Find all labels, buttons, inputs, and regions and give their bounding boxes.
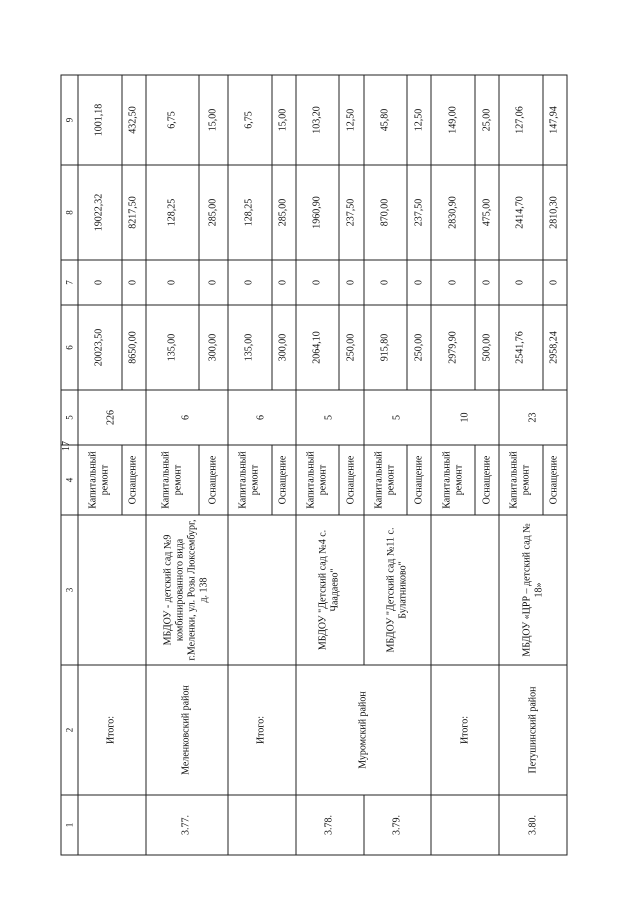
table-row bbox=[499, 75, 543, 855]
district-cell: Меленковский район bbox=[146, 665, 228, 795]
col9-cell: 1001,18 bbox=[78, 75, 122, 165]
district-cell: Итого: bbox=[431, 665, 499, 795]
work-type-cell: Капитальный ремонт bbox=[431, 445, 475, 515]
table-row bbox=[296, 75, 340, 855]
col7-cell: 0 bbox=[199, 260, 228, 305]
total-cost-cell: 20023,50 bbox=[78, 305, 122, 390]
work-type-cell: Оснащение bbox=[339, 445, 363, 515]
col7-cell: 0 bbox=[499, 260, 543, 305]
col9-cell: 25,00 bbox=[475, 75, 499, 165]
count-cell: 6 bbox=[146, 390, 228, 445]
col9-cell: 45,80 bbox=[364, 75, 408, 165]
work-type-cell: Капитальный ремонт bbox=[296, 445, 340, 515]
table-row bbox=[146, 75, 199, 855]
col9-cell: 15,00 bbox=[272, 75, 296, 165]
col8-cell: 870,00 bbox=[364, 165, 408, 260]
col-header: 5 bbox=[61, 390, 78, 445]
col-header: 6 bbox=[61, 305, 78, 390]
total-cost-cell: 135,00 bbox=[146, 305, 199, 390]
table-body bbox=[61, 75, 567, 855]
col-header: 2 bbox=[61, 665, 78, 795]
col8-cell: 475,00 bbox=[475, 165, 499, 260]
institution-cell bbox=[78, 515, 146, 665]
work-type-cell: Капитальный ремонт bbox=[499, 445, 543, 515]
col8-cell: 2830,90 bbox=[431, 165, 475, 260]
col8-cell: 1960,90 bbox=[296, 165, 340, 260]
district-cell: Петушинский район bbox=[499, 665, 567, 795]
col9-cell: 12,50 bbox=[407, 75, 431, 165]
col7-cell: 0 bbox=[122, 260, 146, 305]
row-number-cell: 3.80. bbox=[499, 795, 567, 855]
total-cost-cell: 2979,90 bbox=[431, 305, 475, 390]
work-type-cell: Капитальный ремонт bbox=[146, 445, 199, 515]
column-number-row bbox=[61, 75, 78, 855]
col8-cell: 128,25 bbox=[146, 165, 199, 260]
col7-cell: 0 bbox=[296, 260, 340, 305]
work-type-cell: Оснащение bbox=[122, 445, 146, 515]
col8-cell: 2810,30 bbox=[543, 165, 567, 260]
table-row bbox=[431, 75, 475, 855]
col7-cell: 0 bbox=[364, 260, 408, 305]
budget-table bbox=[61, 75, 568, 856]
work-type-cell: Оснащение bbox=[407, 445, 431, 515]
count-cell: 23 bbox=[499, 390, 567, 445]
col7-cell: 0 bbox=[543, 260, 567, 305]
col-header: 3 bbox=[61, 515, 78, 665]
work-type-cell: Капитальный ремонт bbox=[78, 445, 122, 515]
count-cell: 10 bbox=[431, 390, 499, 445]
work-type-cell: Капитальный ремонт bbox=[364, 445, 408, 515]
total-cost-cell: 500,00 bbox=[475, 305, 499, 390]
col9-cell: 147,94 bbox=[543, 75, 567, 165]
row-number-cell: 3.77. bbox=[146, 795, 228, 855]
col7-cell: 0 bbox=[407, 260, 431, 305]
col9-cell: 103,20 bbox=[296, 75, 340, 165]
count-cell: 5 bbox=[296, 390, 364, 445]
col9-cell: 15,00 bbox=[199, 75, 228, 165]
total-cost-cell: 2064,10 bbox=[296, 305, 340, 390]
work-type-cell: Оснащение bbox=[199, 445, 228, 515]
count-cell: 226 bbox=[78, 390, 146, 445]
count-cell: 6 bbox=[228, 390, 296, 445]
col8-cell: 237,50 bbox=[339, 165, 363, 260]
col8-cell: 237,50 bbox=[407, 165, 431, 260]
district-cell: Муромский район bbox=[296, 665, 432, 795]
col7-cell: 0 bbox=[228, 260, 272, 305]
col9-cell: 12,50 bbox=[339, 75, 363, 165]
row-number-cell: 3.79. bbox=[364, 795, 432, 855]
total-cost-cell: 250,00 bbox=[339, 305, 363, 390]
table-row bbox=[78, 75, 122, 855]
col7-cell: 0 bbox=[146, 260, 199, 305]
work-type-cell: Оснащение bbox=[272, 445, 296, 515]
page-number: 17 bbox=[61, 441, 72, 451]
col-header: 1 bbox=[61, 795, 78, 855]
col-header: 8 bbox=[61, 165, 78, 260]
row-number-cell bbox=[78, 795, 146, 855]
table-row bbox=[228, 75, 272, 855]
total-cost-cell: 300,00 bbox=[199, 305, 228, 390]
col8-cell: 2414,70 bbox=[499, 165, 543, 260]
col8-cell: 8217,50 bbox=[122, 165, 146, 260]
col8-cell: 285,00 bbox=[272, 165, 296, 260]
col9-cell: 432,50 bbox=[122, 75, 146, 165]
col7-cell: 0 bbox=[431, 260, 475, 305]
work-type-cell: Оснащение bbox=[475, 445, 499, 515]
col-header: 9 bbox=[61, 75, 78, 165]
total-cost-cell: 2541,76 bbox=[499, 305, 543, 390]
col9-cell: 6,75 bbox=[146, 75, 199, 165]
col7-cell: 0 bbox=[78, 260, 122, 305]
col-header: 7 bbox=[61, 260, 78, 305]
row-number-cell bbox=[228, 795, 296, 855]
work-type-cell: Капитальный ремонт bbox=[228, 445, 272, 515]
col7-cell: 0 bbox=[475, 260, 499, 305]
total-cost-cell: 2958,24 bbox=[543, 305, 567, 390]
col8-cell: 19022,32 bbox=[78, 165, 122, 260]
col7-cell: 0 bbox=[339, 260, 363, 305]
institution-cell: МБДОУ "Детский сад №4 с. Чаадаево" bbox=[296, 515, 364, 665]
col7-cell: 0 bbox=[272, 260, 296, 305]
budget-table-sheet bbox=[61, 76, 568, 856]
institution-cell: МБДОУ "Детский сад №11 с. Булатниково" bbox=[364, 515, 432, 665]
total-cost-cell: 135,00 bbox=[228, 305, 272, 390]
col-header: 4 bbox=[61, 445, 78, 515]
count-cell: 5 bbox=[364, 390, 432, 445]
total-cost-cell: 300,00 bbox=[272, 305, 296, 390]
total-cost-cell: 915,80 bbox=[364, 305, 408, 390]
col9-cell: 6,75 bbox=[228, 75, 272, 165]
total-cost-cell: 250,00 bbox=[407, 305, 431, 390]
district-cell: Итого: bbox=[78, 665, 146, 795]
institution-cell bbox=[228, 515, 296, 665]
institution-cell: МБДОУ - детский сад №9 комбинированного вида г.Меленки, ул. Розы Люксембург, д. 138 bbox=[146, 515, 228, 665]
col8-cell: 285,00 bbox=[199, 165, 228, 260]
row-number-cell bbox=[431, 795, 499, 855]
work-type-cell: Оснащение bbox=[543, 445, 567, 515]
col9-cell: 149,00 bbox=[431, 75, 475, 165]
col9-cell: 127,06 bbox=[499, 75, 543, 165]
institution-cell bbox=[431, 515, 499, 665]
col8-cell: 128,25 bbox=[228, 165, 272, 260]
district-cell: Итого: bbox=[228, 665, 296, 795]
total-cost-cell: 8650,00 bbox=[122, 305, 146, 390]
row-number-cell: 3.78. bbox=[296, 795, 364, 855]
institution-cell: МБДОУ «ЦРР – детский сад № 18» bbox=[499, 515, 567, 665]
